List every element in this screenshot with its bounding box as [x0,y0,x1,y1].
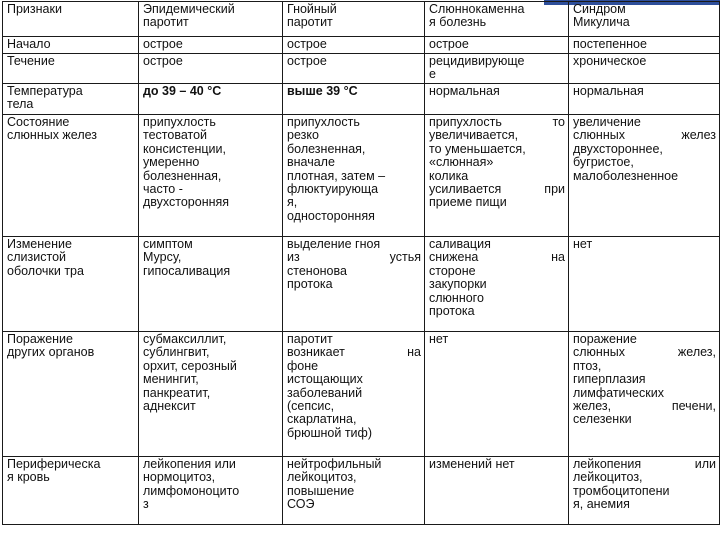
table-cell [425,237,569,332]
cell-text-line: нейтрофильный [287,457,382,471]
cell-text-line: нормоцитоз, [143,470,216,485]
cell-text-line: из устья [287,250,421,265]
cell-text-line: тестоватой [143,128,208,143]
header-cell-mumps [139,2,283,37]
temperature-value: до 39 – 40 °C [143,84,222,98]
cell-text-line: часто - [143,182,183,197]
cell-text-line: острое [143,54,183,68]
cell-text-line: гиперплазия [573,372,646,387]
table-cell [425,37,569,54]
cell-text-line: то уменьшается, [429,141,526,156]
cell-text-line: увеличивается, [429,128,519,143]
table-cell [139,84,283,115]
table-cell [569,54,720,84]
cell-text-line: слюнных желез [573,128,716,143]
cell-text-line: Мурсу, [143,250,182,265]
cell-text-line: плотная, затем – [287,168,386,183]
cell-text-line: острое [429,37,469,51]
cell-text-line: лимфомоноцито [143,483,240,498]
cell-text-line: тела [7,97,34,112]
table-cell [425,457,569,525]
cell-text-line: нет [429,332,449,346]
cell-text-line: малоболезненное [573,168,679,183]
table-cell [569,37,720,54]
cell-text-line: брюшной тиф) [287,425,372,440]
cell-text-line: возникает на [287,345,421,360]
cell-text-line: консистенции, [143,141,226,156]
cell-text-line: е [429,67,436,82]
table-cell [425,115,569,237]
cell-text-line: Периферическа [7,457,101,471]
row-label [3,54,139,84]
header-cell-signs [3,2,139,37]
cell-text-line: лейкопения или [143,457,236,471]
cell-text-line: орхит, серозный [143,358,237,373]
cell-text-line: симптом [143,237,193,251]
cell-text-line: Гнойный [287,2,337,16]
cell-text-line: рецидивирующе [429,54,525,68]
cell-text-line: припухлость то [429,115,565,129]
cell-text-line: лейкоцитоз, [573,470,643,485]
cell-text-line: протока [429,304,475,319]
cell-text-line: з [143,497,149,512]
header-cell-mikulicz [569,2,720,37]
table-cell [569,237,720,332]
header-cell-sialolithiasis [425,2,569,37]
cell-text-line: Температура [7,84,83,98]
cell-text-line: двухсторонняя [143,195,230,210]
cell-text-line: болезненная, [287,141,366,156]
table-cell [283,115,425,237]
header-cell-purulent-parotitis [283,2,425,37]
table-cell [139,37,283,54]
cell-text-line: стенонова [287,263,347,278]
cell-text-line: острое [287,37,327,51]
cell-text-line: стороне [429,263,476,278]
row-label [3,37,139,54]
cell-text-line: слюнного [429,290,484,305]
cell-text-line: протока [287,277,333,292]
cell-text-line: панкреатит, [143,385,211,400]
comparison-table [2,1,720,525]
table-row [3,457,720,525]
cell-text-line: я, анемия [573,497,630,512]
table-cell [283,37,425,54]
cell-text-line: закупорки [429,277,487,292]
cell-text-line: колика [429,168,469,183]
cell-text-line: Эпидемический [143,2,235,16]
table-row [3,332,720,457]
table-cell [139,457,283,525]
cell-text-line: (сепсис, [287,399,335,414]
cell-text-line: других органов [7,345,95,360]
cell-text-line: вначале [287,155,335,170]
table-row [3,115,720,237]
cell-text-line: повышение [287,483,355,498]
cell-text-line: острое [143,37,183,51]
cell-text-line: фоне [287,358,319,373]
cell-text-line: резко [287,128,319,143]
cell-text-line: Признаки [7,2,62,16]
cell-text-line: Начало [7,37,51,51]
table-cell [425,84,569,115]
cell-text-line: «слюнная» [429,155,494,170]
cell-text-line: односторонняя [287,208,375,223]
table-cell [139,54,283,84]
table-row [3,84,720,115]
cell-text-line: изменений нет [429,457,515,471]
table-cell [569,115,720,237]
cell-text-line: нормальная [429,84,500,98]
table-cell [283,457,425,525]
cell-text-line: я кровь [7,470,50,485]
cell-text-line: поражение [573,332,637,346]
cell-text-line: умеренно [143,155,200,170]
cell-text-line: сублингвит, [143,345,210,360]
cell-text-line: усиливается при [429,182,565,197]
cell-text-line: Поражение [7,332,73,346]
cell-text-line: лимфатических [573,385,664,400]
cell-text-line: паротит [287,15,333,30]
cell-text-line: бугристое, [573,155,634,170]
table-cell [569,457,720,525]
cell-text-line: Состояние [7,115,70,129]
cell-text-line: аднексит [143,399,196,414]
cell-text-line: Слюннокаменна [429,2,525,16]
cell-text-line: желез, печени, [573,399,716,414]
cell-text-line: птоз, [573,358,602,373]
table-row [3,37,720,54]
cell-text-line: лейкопения или [573,457,716,471]
cell-text-line: субмаксиллит, [143,332,227,346]
cell-text-line: нет [573,237,593,251]
table-cell [283,237,425,332]
cell-text-line: лейкоцитоз, [287,470,357,485]
table-cell [425,332,569,457]
table-cell [283,84,425,115]
table-cell [283,332,425,457]
table-cell [139,115,283,237]
row-label [3,332,139,457]
cell-text-line: саливация [429,237,491,251]
cell-text-line: постепенное [573,37,647,51]
cell-text-line: оболочки тра [7,263,84,278]
cell-text-line: я, [287,195,298,210]
row-label [3,457,139,525]
table-cell [139,237,283,332]
cell-text-line: слюнных желез [7,128,98,143]
cell-text-line: увеличение [573,115,641,129]
table-header-row [3,2,720,37]
cell-text-line: слизистой [7,250,67,265]
cell-text-line: флюктуирующа [287,182,379,197]
cell-text-line: СОЭ [287,497,315,512]
table-cell [283,54,425,84]
row-label [3,115,139,237]
cell-text-line: Изменение [7,237,72,251]
table-cell [569,332,720,457]
cell-text-line: я болезнь [429,15,487,30]
cell-text-line: скарлатина, [287,412,357,427]
cell-text-line: селезенки [573,412,632,427]
row-label [3,237,139,332]
cell-text-line: снижена на [429,250,565,265]
cell-text-line: острое [287,54,327,68]
cell-text-line: истощающих [287,372,363,387]
table-cell [139,332,283,457]
cell-text-line: приеме пищи [429,195,507,210]
table-cell [569,84,720,115]
cell-text-line: тромбоцитопени [573,483,670,498]
cell-text-line: Микулича [573,15,630,30]
cell-text-line: припухлость [143,115,216,129]
cell-text-line: нормальная [573,84,644,98]
cell-text-line: заболеваний [287,385,363,400]
cell-text-line: паротит [287,332,333,346]
cell-text-line: менингит, [143,372,199,387]
table-row [3,237,720,332]
row-label [3,84,139,115]
cell-text-line: Синдром [573,2,626,16]
cell-text-line: слюнных желез, [573,345,716,360]
temperature-value: выше 39 °C [287,84,358,98]
table-row [3,54,720,84]
cell-text-line: Течение [7,54,55,68]
cell-text-line: болезненная, [143,168,222,183]
table-cell [425,54,569,84]
cell-text-line: хроническое [573,54,647,68]
cell-text-line: выделение гноя [287,237,381,251]
cell-text-line: двухстороннее, [573,141,663,156]
cell-text-line: припухлость [287,115,360,129]
cell-text-line: гипосаливация [143,263,231,278]
cell-text-line: паротит [143,15,189,30]
